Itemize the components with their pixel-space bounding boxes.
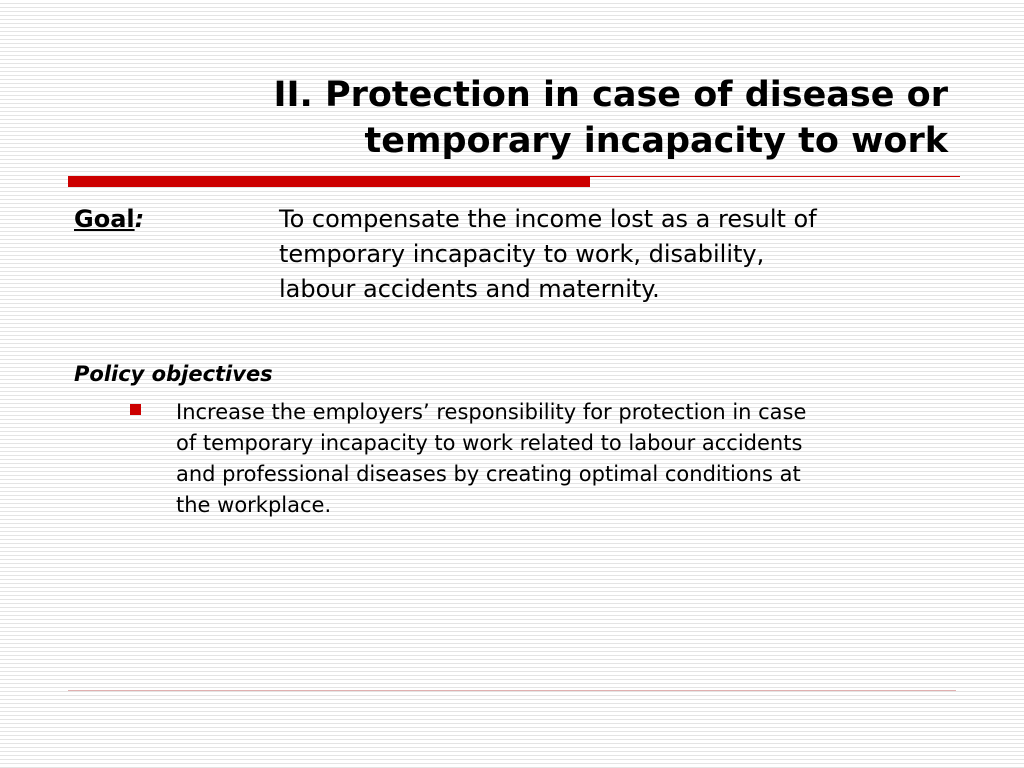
- footer-divider: [68, 690, 956, 691]
- policy-objective-line: Increase the employers’ responsibility for protection in case: [176, 400, 807, 424]
- goal-label-word: Goal: [74, 205, 135, 233]
- policy-objective-line: of temporary incapacity to work related to labour accidents: [176, 431, 803, 455]
- goal-label-colon: :: [134, 205, 145, 233]
- title-underline-thick: [68, 176, 590, 187]
- square-bullet-icon: [130, 404, 141, 415]
- policy-objective-line: and professional diseases by creating optimal conditions at: [176, 462, 801, 486]
- goal-description-line: temporary incapacity to work, disability,: [279, 240, 765, 268]
- slide-title-line: temporary incapacity to work: [364, 121, 948, 161]
- slide-title-line: II. Protection in case of disease or: [273, 75, 948, 115]
- policy-objectives-heading: Policy objectives: [74, 362, 273, 386]
- slide-title: [60, 72, 948, 164]
- policy-objective-item: [176, 397, 966, 521]
- title-underline-thin: [590, 176, 960, 177]
- goal-description-line: To compensate the income lost as a result of: [279, 205, 817, 233]
- goal-description-line: labour accidents and maternity.: [279, 275, 660, 303]
- goal-label: [74, 202, 144, 236]
- goal-description: [279, 202, 939, 307]
- policy-objective-line: the workplace.: [176, 493, 332, 517]
